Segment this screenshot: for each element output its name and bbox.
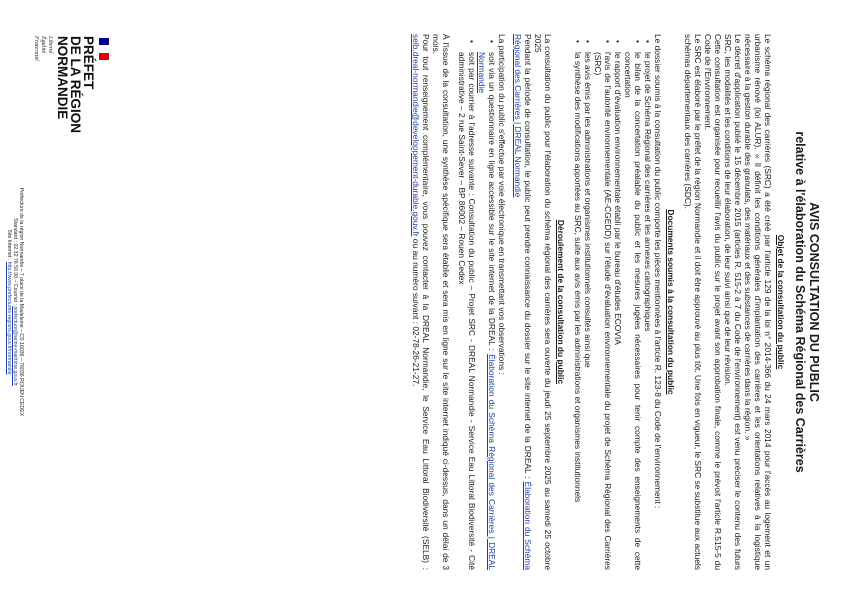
logo-title — [56, 36, 95, 156]
footer-text: Site Internet : — [5, 229, 12, 262]
paragraph-text: ou au numéro suivant : 02-78-26-21-27. — [411, 236, 421, 387]
notice-subtitle: relative à l'élaboration du Schéma Régional des Carrières — [793, 131, 807, 473]
paragraph: Cette consultation est organisée pour recueillir l'avis du public sur le projet avant son approbation finale, comme le prévoit l'article R.515-5 du Code de l'Environnement. — [703, 34, 723, 570]
paragraph: Le SRC est élaboré par le préfet de la région Normandie et il doit être approuvé au plus tôt. Une fois en vigueur, le SRC se substitue aux actuels schémas départementaux des carrières (SDC). — [683, 34, 703, 570]
selb-email-link[interactable]: selb.dreal-normandie@developpement-durable.gouv.fr — [411, 34, 421, 237]
section-heading-objet: Objet de la consultation du public — [776, 234, 786, 370]
logo-title-line: NORMANDIE — [55, 36, 70, 120]
motto-line: Liberté — [47, 36, 53, 54]
section-heading-deroulement: Déroulement de la consultation du public — [556, 219, 566, 385]
documents-list — [573, 34, 653, 570]
paragraph: La participation du public s'effectue par voie électronique en transmettant vos observations : — [497, 34, 507, 375]
footer-website-link[interactable]: http://www.prefectures-regions.gouv.fr/normandie — [5, 261, 12, 375]
flag-blue-stripe — [99, 38, 109, 45]
list-item: • le projet de Schéma Régional des carrières et les annexes cartographiques — [643, 52, 653, 570]
footer-website — [5, 34, 11, 570]
footer-email-link[interactable]: prefecture@seine-maritime.gouv.fr — [11, 306, 18, 386]
page-footer — [5, 34, 24, 570]
list-item: • le rapport d'évaluation environnementale établi par le bureau d'études ECOVIA — [613, 52, 623, 570]
paragraph-text: Pour tout renseignement complémentaire, vous pouvez contacter à la DREAL Normandie, le Service Eau Littoral Biodiversité (SELB) : — [421, 34, 431, 570]
list-item-text: soit via un questionnaire en ligne accessible sur le site internet de la DREAL : — [487, 52, 497, 355]
footer-address: Préfecture de la région Normandie – 7 place de la Madeleine – CS 16036 – 76036 ROUEN CEDEX — [18, 187, 24, 417]
paragraph: Le dossier soumis à la consultation du public comporte les pièces mentionnées à l'article R. 123-8 du Code de l'environnement : — [653, 34, 663, 509]
prefecture-logo — [32, 36, 109, 156]
section-heading-documents: Documents soumis à la consultation du public — [666, 209, 676, 395]
notice-title: AVIS CONSULTATION DU PUBLIC — [807, 202, 821, 402]
dreal-consultation-link[interactable]: Élaboration du Schéma Régional des Carrières | DREAL Normandie — [513, 34, 533, 570]
list-item: • soit par courrier à l'adresse suivante : Consultation du public – Projet SRC - DREAL Normandie - Service Eau Littoral Biodiversité - Cité administrative – 2 rue Saint-Sever – BP 86002 – Rouen Cedex — [457, 52, 477, 570]
list-item: • l'avis de l'autorité environnementale (AE-CGEDD) sur l'étude d'évaluation environnementale du projet de Schéma Régional des Carrières (SRC) — [593, 52, 613, 570]
footer-text: Standard : 02 32 76 50 00 – Courriel : — [11, 218, 18, 307]
logo-motto — [32, 36, 53, 156]
paragraph-text: Pendant la période de consultation, le public peut prendre connaissance du dossier sur le site internet de la DREAL : — [523, 34, 533, 482]
logo-title-line: PRÉFET — [81, 36, 96, 90]
motto-line: Fraternité — [33, 36, 39, 61]
list-item — [477, 52, 497, 570]
flag-white-stripe — [99, 45, 109, 52]
paragraph — [513, 34, 533, 570]
notice-body — [411, 34, 825, 570]
paragraph — [411, 34, 431, 570]
paragraph: La consultation du public pour l'élaboration du schéma régional des carrières sera ouverte du jeudi 25 septembre 2025 au samedi 25 octobre 2025 — [533, 34, 553, 570]
participation-list — [457, 34, 497, 570]
marianne-flag-icon — [99, 38, 109, 60]
list-item: • les avis émis par les administrations et organismes institutionnels consultés ainsi que — [583, 52, 593, 570]
flag-red-stripe — [99, 53, 109, 60]
list-item: • la synthèse des modifications apportées au SRC, suite aux avis émis par les administrations et organismes institutionnels — [573, 52, 583, 570]
paragraph: Le schéma régional des carrières (SRC) a été créé par l'article 129 de la loi n° 2014-366 du 24 mars 2014 pour l'accès au logement et un urbanisme rénové (loi ALUR). « Il définit les conditions générales d'implantation des carrières et les orientations relatives à la logistique nécessaire à la gestion durable des granulats, des matériaux et des substances de carrières dans la région. » — [743, 34, 773, 570]
questionnaire-link[interactable]: Élaboration du Schéma Régional des Carrières | DREAL Normandie — [477, 52, 497, 570]
paragraph: Le décret d'application publié le 15 décembre 2015 (articles R. 515-2 à 7 du Code de l'environnement) est venu préciser le contenu des futurs SRC, les modalités et les conditions de leur élaboration, de leur suivi ainsi que de leur révision. — [723, 34, 743, 570]
footer-contact — [12, 34, 18, 570]
list-item: • le bilan de la concertation préalable du public et les mesures jugées nécessaires pour tenir compte des enseignements de cette concertation — [623, 52, 643, 570]
motto-line: Égalité — [40, 36, 46, 54]
paragraph: À l'issue de la consultation, une synthèse spécifique sera établie et sera mis en ligne sur le site internet indiqué ci-dessus, dans un délai de 3 mois. — [431, 34, 451, 570]
logo-title-line: DE LA RÉGION — [68, 36, 83, 134]
